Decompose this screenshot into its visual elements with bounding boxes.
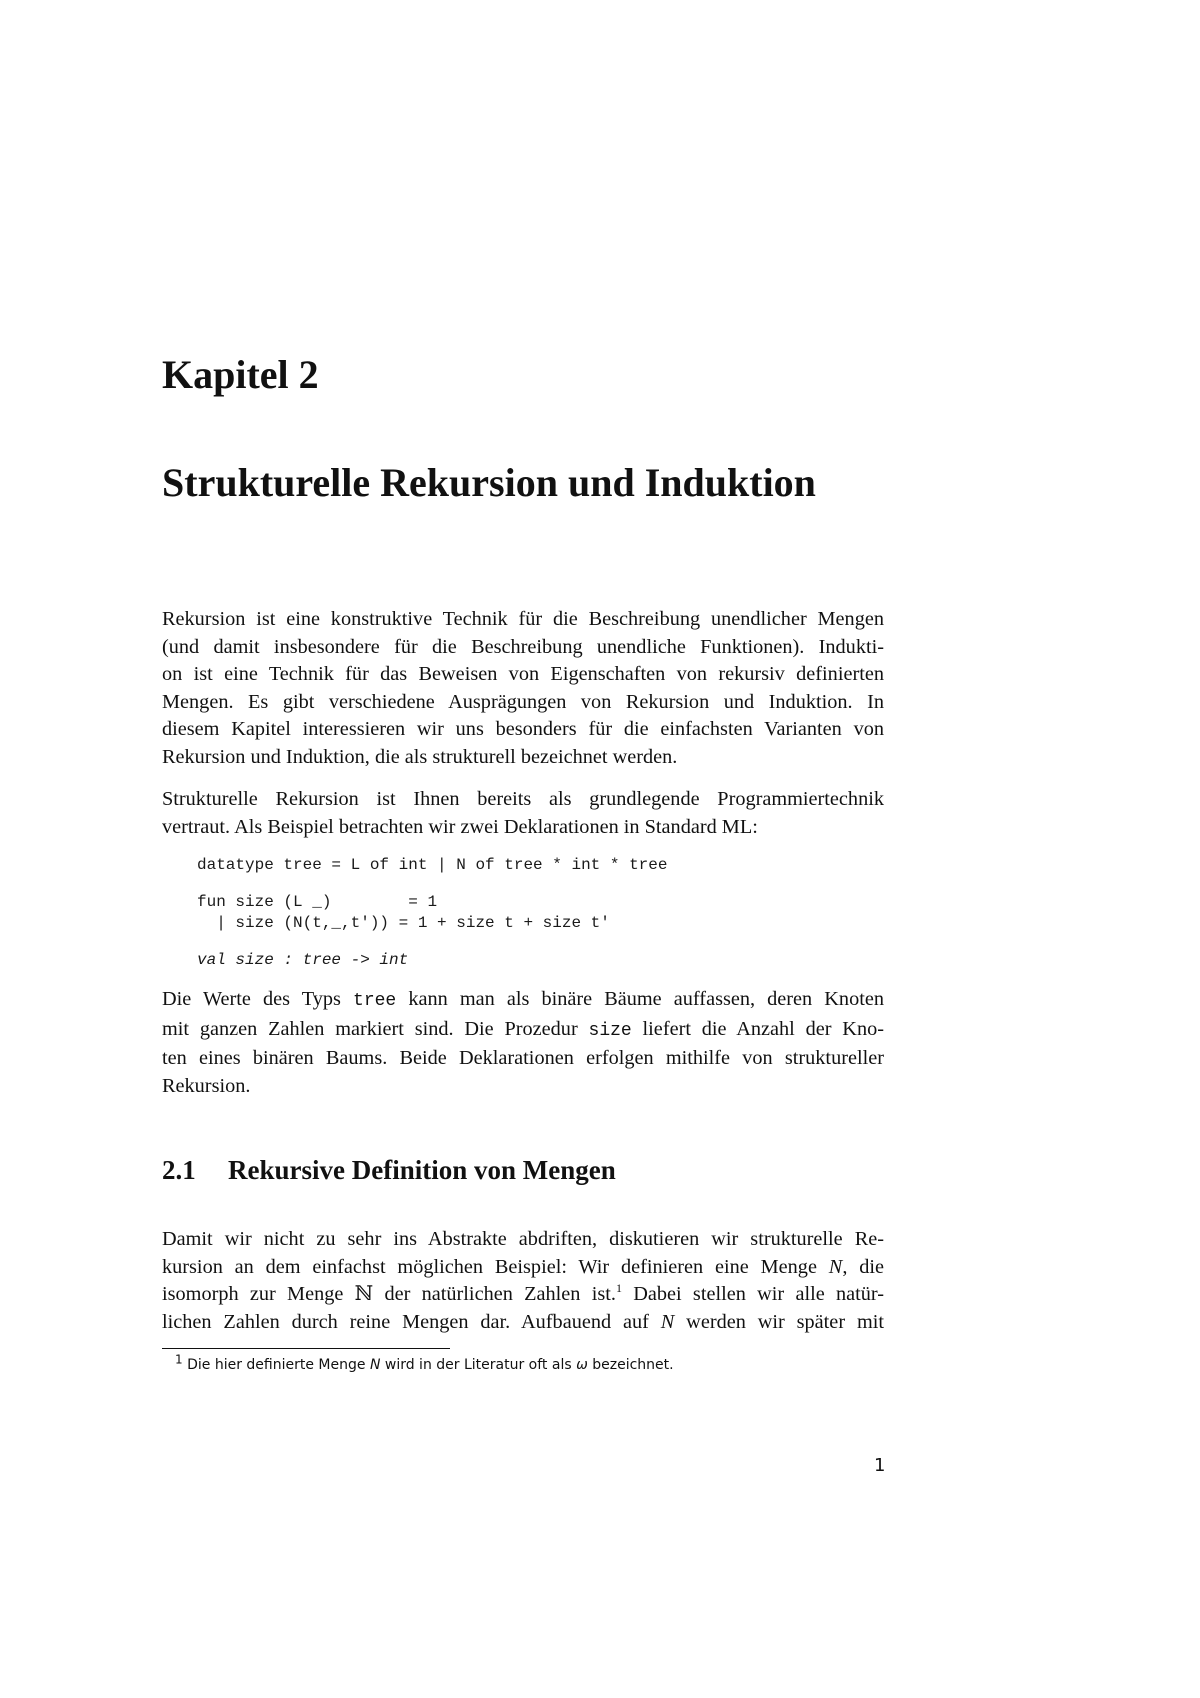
text-fragment: Dabei stellen wir alle natür-: [621, 1283, 885, 1305]
text-line: [162, 1016, 884, 1046]
text-fragment: kann man als binäre Bäume auffassen, deren Knoten: [396, 988, 884, 1010]
text-line: Rekursion und Induktion, die als strukturell bezeichnet werden.: [162, 745, 678, 768]
text-line: [162, 1254, 884, 1282]
text-line: Mengen. Es gibt verschiedene Ausprägungen von Rekursion und Induktion. In: [162, 690, 884, 713]
math-symbol-n: N: [369, 1357, 381, 1373]
text-line: vertraut. Als Beispiel betrachten wir zwei Deklarationen in Standard ML:: [162, 815, 758, 838]
chapter-label: Kapitel 2: [162, 352, 319, 397]
text-fragment: lichen Zahlen durch reine Mengen dar. Aufbauend auf: [162, 1310, 661, 1333]
text-line: ten eines binären Baums. Beide Deklarationen erfolgen mithilfe von struktureller: [162, 1047, 884, 1069]
text-line: (und damit insbesondere für die Beschreibung unendliche Funktionen). Indukti-: [162, 635, 884, 658]
text-fragment: liefert die Anzahl der Kno-: [631, 1017, 884, 1040]
math-symbol-n: N: [660, 1310, 675, 1333]
math-symbol-omega: ω: [576, 1357, 588, 1373]
section-number: 2.1: [162, 1155, 196, 1185]
text-line: [162, 986, 884, 1016]
text-fragment: wird in der Literatur oft als: [380, 1357, 577, 1373]
code-line-size-case: | size (N(t,_,t')) = 1 + size t + size t': [197, 914, 610, 932]
text-fragment: isomorph zur Menge ℕ der natürlichen Zahlen ist.: [162, 1283, 616, 1305]
code-line-datatype: datatype tree = L of int | N of tree * int * tree: [197, 856, 668, 874]
page-number: 1: [874, 1455, 886, 1476]
text-fragment: mit ganzen Zahlen markiert sind. Die Prozedur: [162, 1017, 589, 1040]
section-heading: [162, 1155, 616, 1186]
inline-code-tree: tree: [353, 991, 397, 1011]
code-line-val-size: val size : tree -> int: [197, 951, 409, 969]
text-line: Damit wir nicht zu sehr ins Abstrakte abdriften, diskutieren wir strukturelle Re-: [162, 1228, 884, 1250]
chapter-title: Strukturelle Rekursion und Induktion: [162, 460, 816, 505]
intro-paragraph-2: [162, 786, 884, 841]
text-line: [162, 1309, 884, 1337]
text-line: on ist eine Technik für das Beweisen von Eigenschaften von rekursiv definierten: [162, 663, 884, 685]
text-fragment: werden wir später mit: [674, 1310, 884, 1333]
footnote-marker: 1: [175, 1352, 183, 1367]
text-line: diesem Kapitel interessieren wir uns besonders für die einfachsten Varianten von: [162, 718, 884, 740]
text-fragment: bezeichnet.: [587, 1357, 674, 1373]
text-fragment: kursion an dem einfachst möglichen Beispiel: Wir definieren eine Menge: [162, 1255, 829, 1278]
text-line: Strukturelle Rekursion ist Ihnen bereits als grundlegende Programmiertechnik: [162, 788, 884, 810]
intro-paragraph-1: [162, 606, 884, 771]
text-line: Rekursion ist eine konstruktive Technik für die Beschreibung unendlicher Mengen: [162, 608, 884, 630]
footnote-reference[interactable]: 1: [615, 1281, 622, 1296]
math-symbol-n: N: [828, 1255, 843, 1278]
text-line: Rekursion.: [162, 1074, 251, 1097]
section-title: Rekursive Definition von Mengen: [228, 1155, 616, 1185]
text-fragment: , die: [842, 1255, 884, 1278]
code-line-fun-size: fun size (L _) = 1: [197, 893, 438, 911]
text-fragment: Die Werte des Typs: [162, 988, 354, 1010]
text-fragment: Die hier definierte Menge: [182, 1357, 370, 1373]
text-line: [162, 1281, 884, 1309]
inline-code-size: size: [588, 1020, 632, 1041]
footnote-divider: [162, 1348, 450, 1349]
section-paragraph: [162, 1226, 884, 1336]
footnote: [175, 1352, 674, 1373]
intro-paragraph-3: [162, 986, 884, 1100]
